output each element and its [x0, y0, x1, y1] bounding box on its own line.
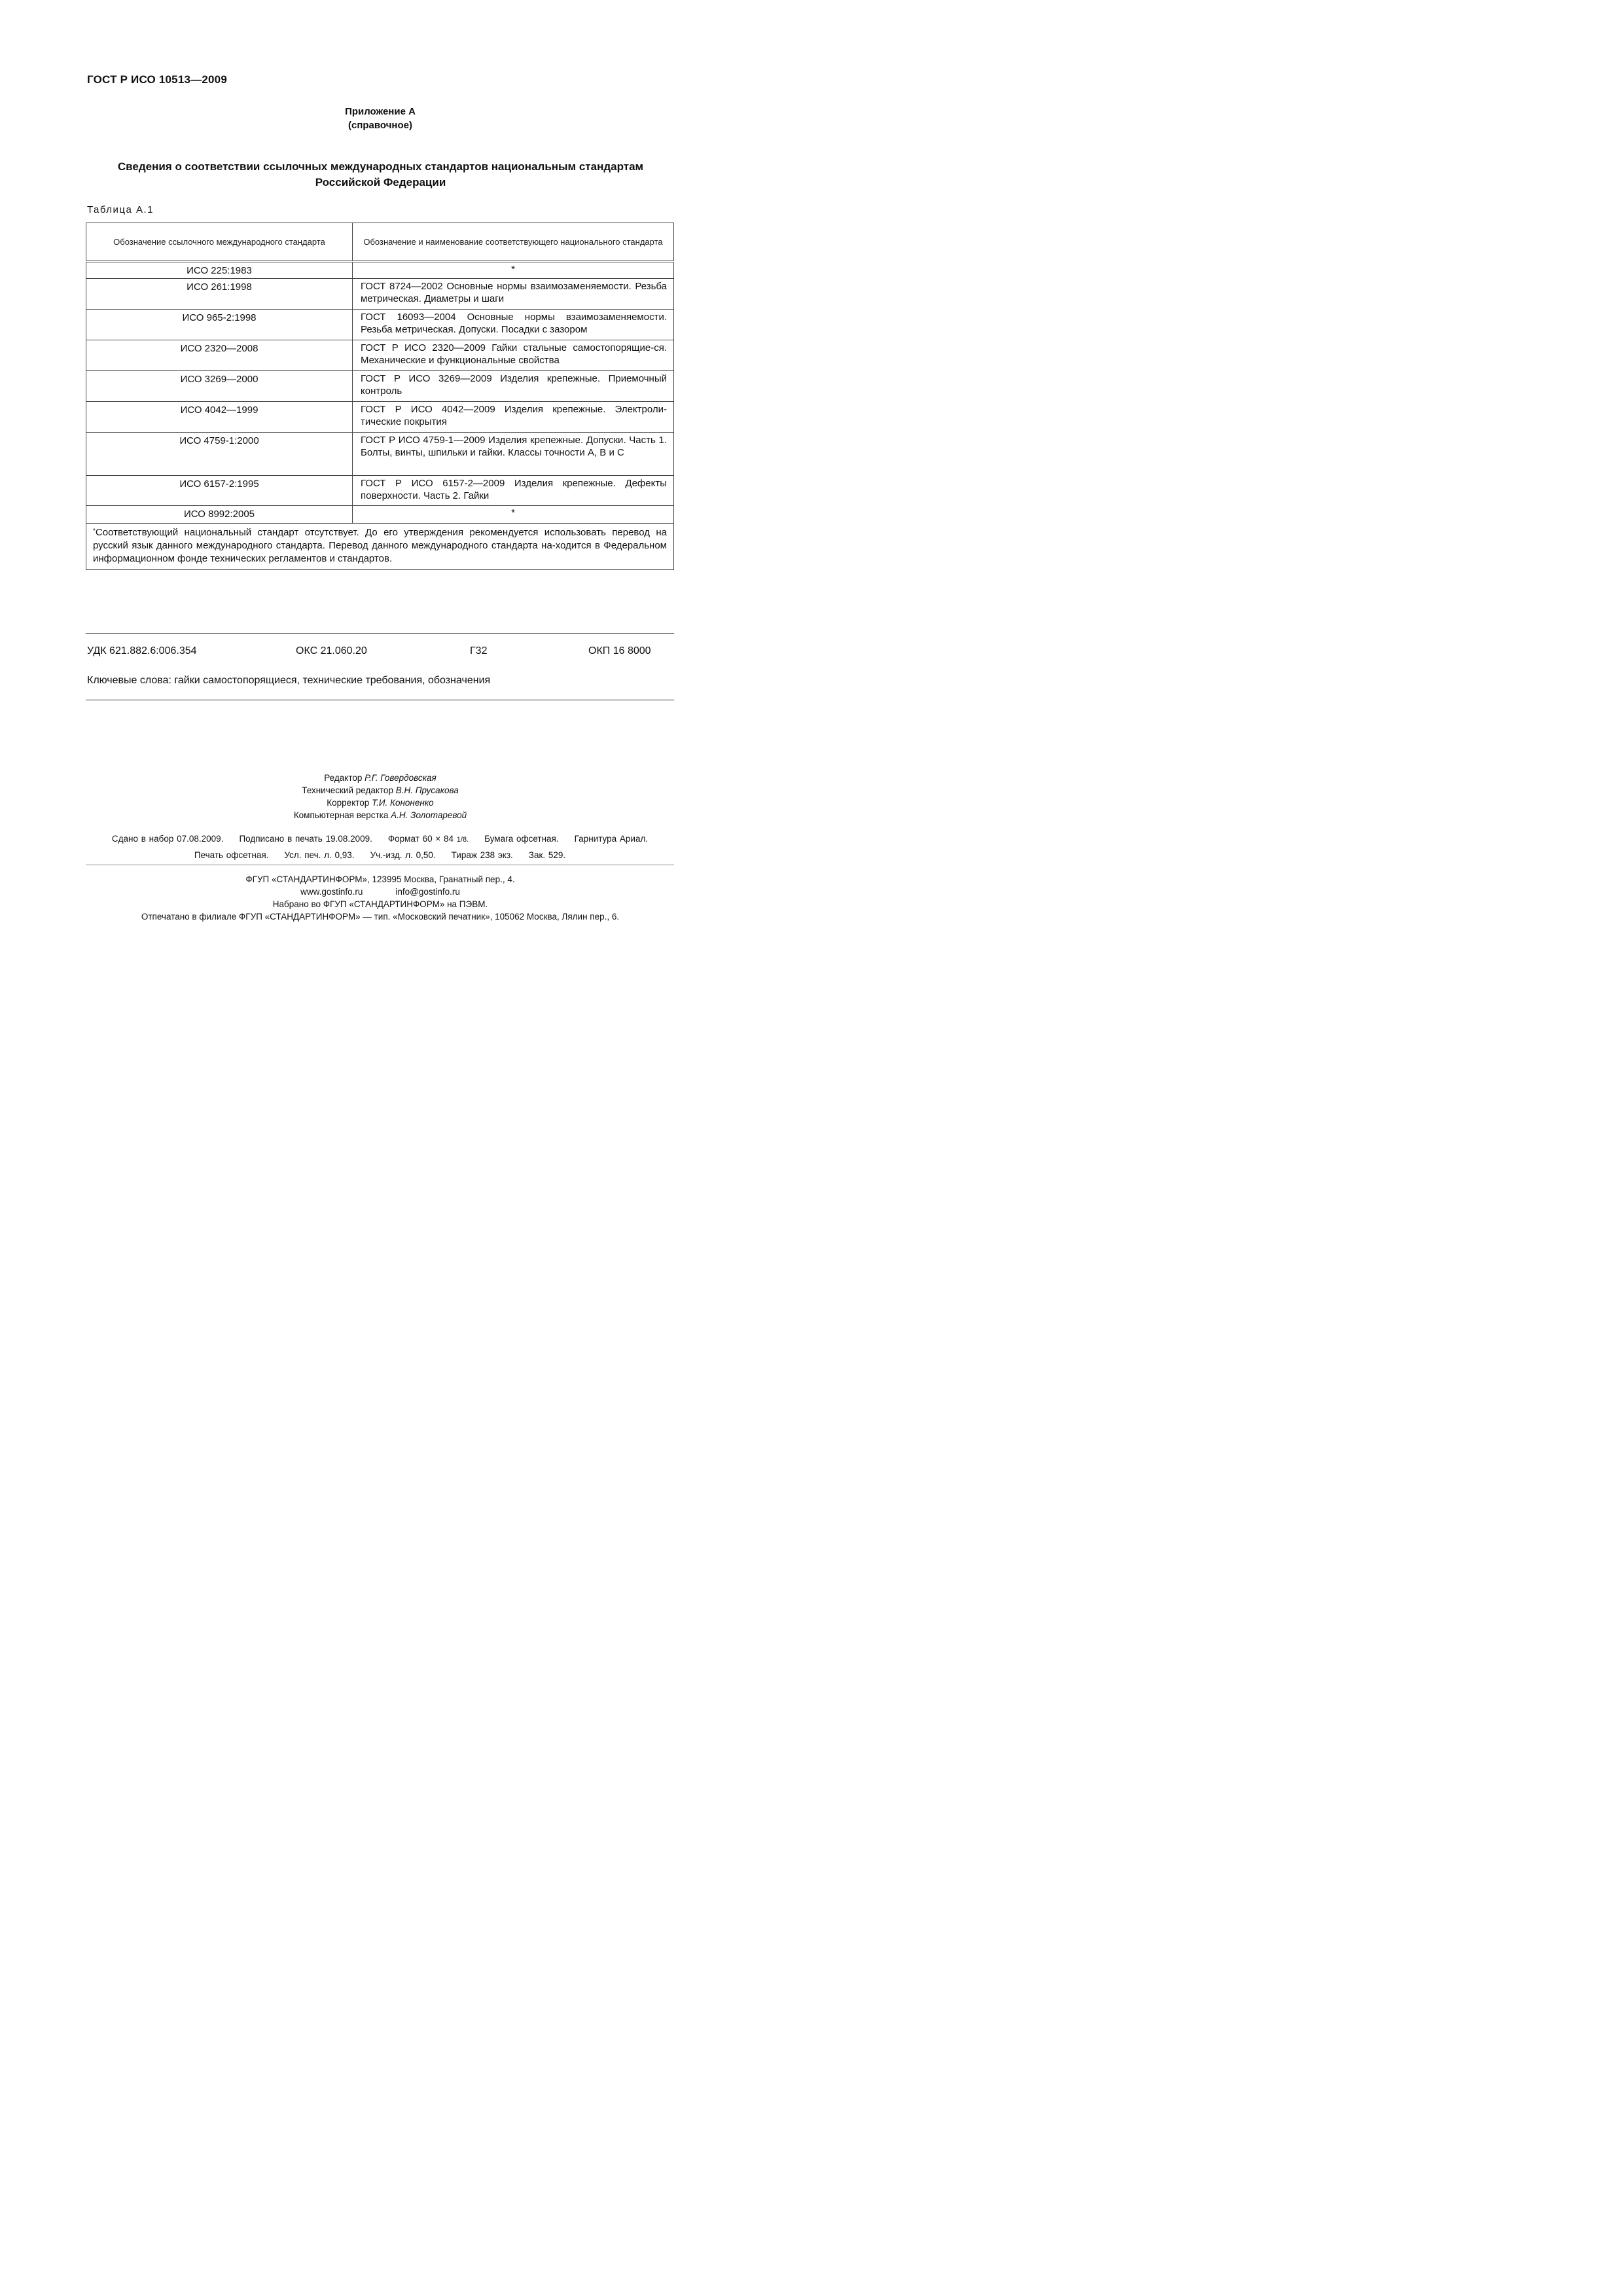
staff-role: Компьютерная верстка — [293, 810, 389, 820]
staff-name: А.Н. Золотаревой — [391, 810, 467, 820]
oks-code: ОКС 21.060.20 — [296, 645, 367, 656]
publication-info-line2 — [86, 849, 674, 861]
annex-label: Приложение А — [345, 106, 416, 117]
table-header-row — [86, 223, 674, 262]
pub-print: Печать офсетная. — [194, 850, 269, 860]
table-row — [86, 476, 674, 506]
okp-code: ОКП 16 8000 — [588, 645, 651, 656]
national-standard-cell: ГОСТ Р ИСО 3269—2009 Изделия крепежные. Приемочный контроль — [353, 371, 674, 402]
table-row — [86, 340, 674, 371]
table-row — [86, 402, 674, 433]
table-row — [86, 371, 674, 402]
intl-standard-cell: ИСО 3269—2000 — [86, 371, 353, 402]
annex-title — [87, 159, 674, 190]
intl-standard-cell: ИСО 4759-1:2000 — [86, 433, 353, 476]
national-standard-cell: ГОСТ Р ИСО 4759-1—2009 Изделия крепежные. Допуски. Часть 1. Болты, винты, шпильки и гайки. Классы точности А, В и С — [353, 433, 674, 476]
keywords: Ключевые слова: гайки самостопорящиеся, технические требования, обозначения — [87, 675, 491, 686]
annex-title-line2: Российской Федерации — [315, 176, 446, 188]
publisher-email[interactable]: info@gostinfo.ru — [395, 887, 460, 897]
table-row — [86, 433, 674, 476]
publisher-website[interactable]: www.gostinfo.ru — [300, 887, 363, 897]
publisher-info — [0, 873, 760, 910]
intl-standard-cell: ИСО 6157-2:1995 — [86, 476, 353, 506]
pub-sent: Сдано в набор 07.08.2009. — [111, 834, 224, 844]
national-standard-cell: ГОСТ Р ИСО 2320—2009 Гайки стальные самостопорящие-ся. Механические и функциональные свойства — [353, 340, 674, 371]
staff-name: Т.И. Кононенко — [372, 798, 434, 808]
udk-code: УДК 621.882.6:006.354 — [87, 645, 197, 656]
table-header-international: Обозначение ссылочного международного стандарта — [86, 223, 353, 262]
staff-layout — [0, 809, 760, 821]
national-standard-cell: * — [353, 262, 674, 279]
publisher-contacts — [0, 886, 760, 898]
national-standard-cell: ГОСТ Р ИСО 4042—2009 Изделия крепежные. Электроли-тические покрытия — [353, 402, 674, 433]
staff-role: Редактор — [324, 773, 363, 783]
pub-order: Зак. 529. — [528, 850, 566, 860]
table-header-national — [353, 223, 674, 262]
publisher-address: ФГУП «СТАНДАРТИНФОРМ», 123995 Москва, Гранатный пер., 4. — [245, 874, 515, 884]
table-note-row — [86, 524, 674, 570]
top-rule — [86, 633, 674, 634]
intl-standard-cell: ИСО 4042—1999 — [86, 402, 353, 433]
pub-uch: Уч.-изд. л. 0,50. — [370, 850, 436, 860]
national-standard-cell: ГОСТ 8724—2002 Основные нормы взаимозаменяемости. Резьба метрическая. Диаметры и шаги — [353, 279, 674, 310]
staff-name: В.Н. Прусакова — [395, 785, 459, 795]
pub-format-prefix: Формат 60 × 84 — [387, 834, 454, 844]
footnote-mark: * — [93, 528, 96, 535]
national-standard-cell: * — [353, 506, 674, 524]
staff-corrector — [0, 797, 760, 809]
footnote-text: Соответствующий национальный стандарт отсутствует. До его утверждения рекомендуется использовать перевод на русский язык данного международного стандарта. Перевод данного международного стандарта на-ходится в Федеральном информационном фонде технических регламентов и стандартов. — [93, 527, 667, 564]
staff-tech-editor — [0, 784, 760, 797]
staff-editor — [0, 772, 760, 784]
editorial-staff — [0, 772, 760, 821]
intl-standard-cell: ИСО 965-2:1998 — [86, 310, 353, 340]
standards-correspondence-table — [86, 223, 674, 570]
table-row — [86, 506, 674, 524]
pub-format-fraction: 1/8. — [456, 836, 469, 844]
printer-info: Отпечатано в филиале ФГУП «СТАНДАРТИНФОРМ» — тип. «Московский печатник», 105062 Москва, Лялин пер., 6. — [141, 912, 620, 922]
staff-role: Технический редактор — [302, 785, 393, 795]
intl-standard-cell: ИСО 2320—2008 — [86, 340, 353, 371]
table-caption: Таблица А.1 — [87, 204, 154, 215]
intl-standard-cell: ИСО 261:1998 — [86, 279, 353, 310]
annex-title-line1: Сведения о соответствии ссылочных международных стандартов национальным стандартам — [117, 160, 644, 173]
pub-font: Гарнитура Ариал. — [574, 834, 649, 844]
national-standard-cell: ГОСТ Р ИСО 6157-2—2009 Изделия крепежные. Дефекты поверхности. Часть 2. Гайки — [353, 476, 674, 506]
annex-type: (справочное) — [348, 120, 412, 131]
staff-role: Корректор — [327, 798, 370, 808]
publication-info-line1 — [86, 833, 674, 846]
table-row — [86, 279, 674, 310]
pub-usl: Усл. печ. л. 0,93. — [284, 850, 355, 860]
intl-standard-cell: ИСО 225:1983 — [86, 262, 353, 279]
intl-standard-cell: ИСО 8992:2005 — [86, 506, 353, 524]
pub-tirage: Тираж 238 экз. — [451, 850, 513, 860]
g-code: Г32 — [470, 645, 488, 656]
staff-name: Р.Г. Говердовская — [365, 773, 437, 783]
annex-heading — [0, 105, 760, 132]
pub-signed: Подписано в печать 19.08.2009. — [239, 834, 372, 844]
national-standard-cell: ГОСТ 16093—2004 Основные нормы взаимозаменяемости. Резьба метрическая. Допуски. Посадки с зазором — [353, 310, 674, 340]
pub-paper: Бумага офсетная. — [484, 834, 559, 844]
publisher-typeset: Набрано во ФГУП «СТАНДАРТИНФОРМ» на ПЭВМ. — [272, 899, 488, 909]
table-row — [86, 262, 674, 279]
document-code: ГОСТ Р ИСО 10513—2009 — [87, 73, 227, 86]
table-header-national-text: Обозначение и наименование соответствующего национального стандарта — [363, 236, 663, 247]
table-row — [86, 310, 674, 340]
table-footnote — [86, 524, 674, 570]
pub-format — [388, 834, 469, 844]
